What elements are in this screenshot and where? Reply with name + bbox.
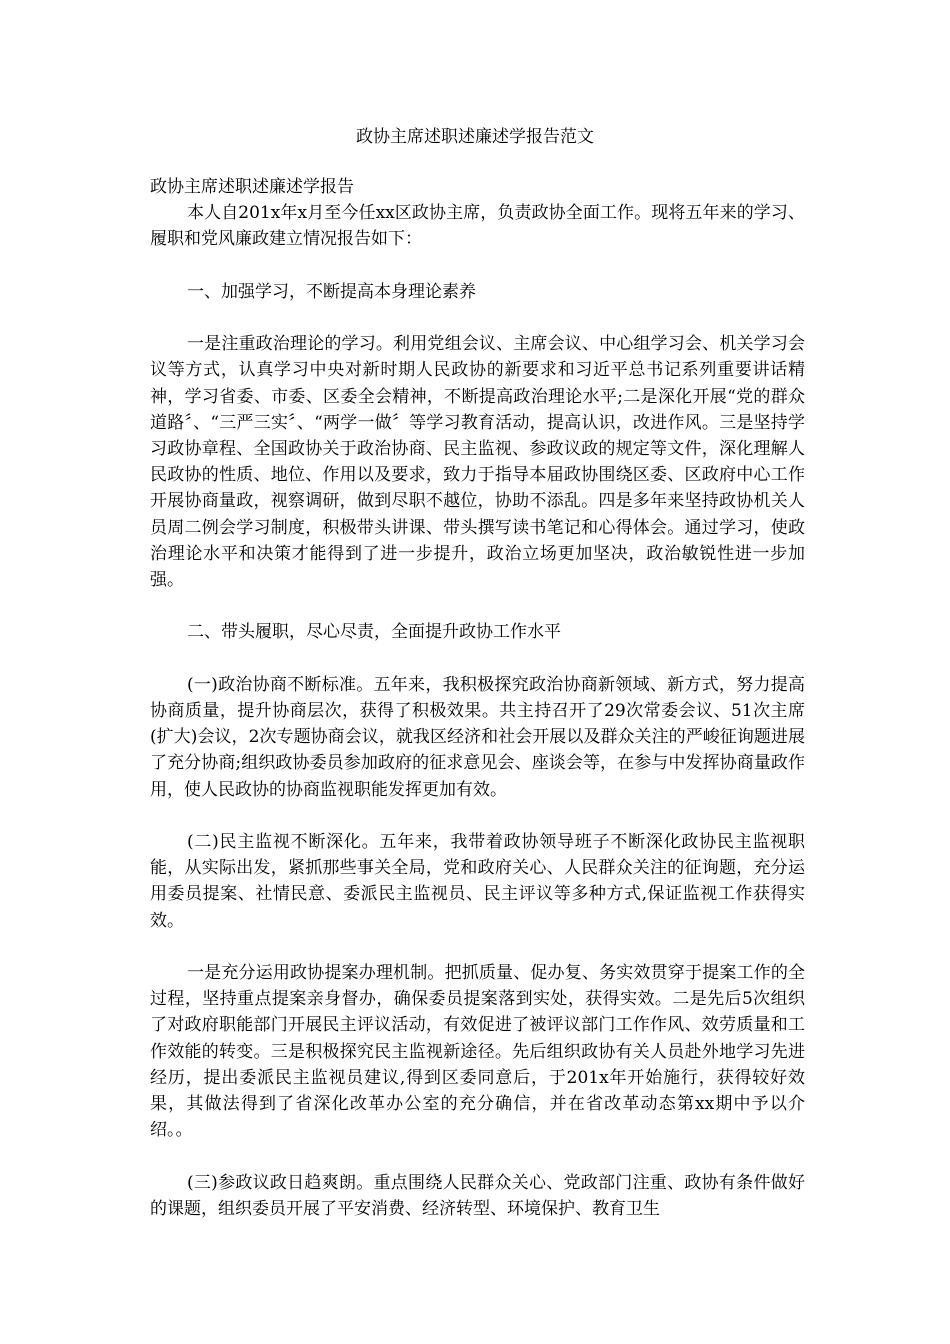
document-body bbox=[150, 174, 805, 1222]
section-heading-1: 一、加强学习，不断提高本身理论素养 bbox=[187, 281, 476, 302]
intro-paragraph: 本人自201x年x月至今任xx区政协主席，负责政协全面工作。现将五年来的学习、履职和党风廉政建立情况报告如下： bbox=[150, 203, 805, 250]
document-subtitle: 政协主席述职述廉述学报告 bbox=[150, 177, 354, 197]
section-heading-2: 二、带头履职，尽心尽责，全面提升政协工作水平 bbox=[187, 622, 561, 643]
paragraph-study: 一是注重政治理论的学习。利用党组会议、主席会议、中心组学习会、机关学习会议等方式，认真学习中央对新时期人民政协的新要求和习近平总书记系列重要讲话精神，学习省委、市委、区委全会精神，不断提高政治理论水平;二是深化开展“党的群众道路〞、“三严三实〞、“两学一做〞等学习教育活动，提高认识，改进作风。三是坚持学习政协章程、全国政协关于政治协商、民主监视、参政议政的规定等文件，深化理解人民政协的性质、地位、作用以及要求，致力于指导本届政协围绕区委、区政府中心工作开展协商量政，视察调研，做到尽职不越位，协助不添乱。四是多年来坚持政协机关人员周二例会学习制度，积极带头讲课、带头撰写读书笔记和心得体会。通过学习，使政治理论水平和决策才能得到了进一步提升，政治立场更加坚决，政治敏锐性进一步加强。 bbox=[150, 334, 805, 591]
document-title: 政协主席述职述廉述学报告范文 bbox=[356, 127, 594, 147]
paragraph-participation: (三)参政议政日趋爽朗。重点围绕人民群众关心、党政部门注重、政协有条件做好的课题，组织委员开展了平安消费、经济转型、环境保护、教育卫生 bbox=[150, 1172, 805, 1219]
paragraph-democratic-supervision: (二)民主监视不断深化。五年来，我带着政协领导班子不断深化政协民主监视职能，从实际出发，紧抓那些事关全局，党和政府关心、人民群众关注的征询题，充分运用委员提案、社情民意、委派民主监视员、民主评议等多种方式,保证监视工作获得实效。 bbox=[150, 832, 805, 931]
paragraph-political-consultation: (一)政治协商不断标准。五年来，我积极探究政治协商新领域、新方式，努力提高协商质量，提升协商层次，获得了积极效果。共主持召开了29次常委会议、51次主席(扩大)会议，2次专题协商会议，就我区经济和社会开展以及群众关注的严峻征询题进展了充分协商;组织政协委员参加政府的征求意见会、座谈会等，在参与中发挥协商量政作用，使人民政协的协商监视职能发挥更加有效。 bbox=[150, 674, 805, 800]
paragraph-proposal-mechanism: 一是充分运用政协提案办理机制。把抓质量、促办复、务实效贯穿于提案工作的全过程，坚持重点提案亲身督办，确保委员提案落到实处，获得实效。二是先后5次组织了对政府职能部门开展民主评议活动，有效促进了被评议部门工作作风、效劳质量和工作效能的转变。三是积极探究民主监视新途径。先后组织政协有关人员赴外地学习先进经历，提出委派民主监视员建议,得到区委同意后，于201x年开始施行，获得较好效果，其做法得到了省深化改革办公室的充分确信，并在省改革动态第xx期中予以介绍。。 bbox=[150, 963, 805, 1141]
